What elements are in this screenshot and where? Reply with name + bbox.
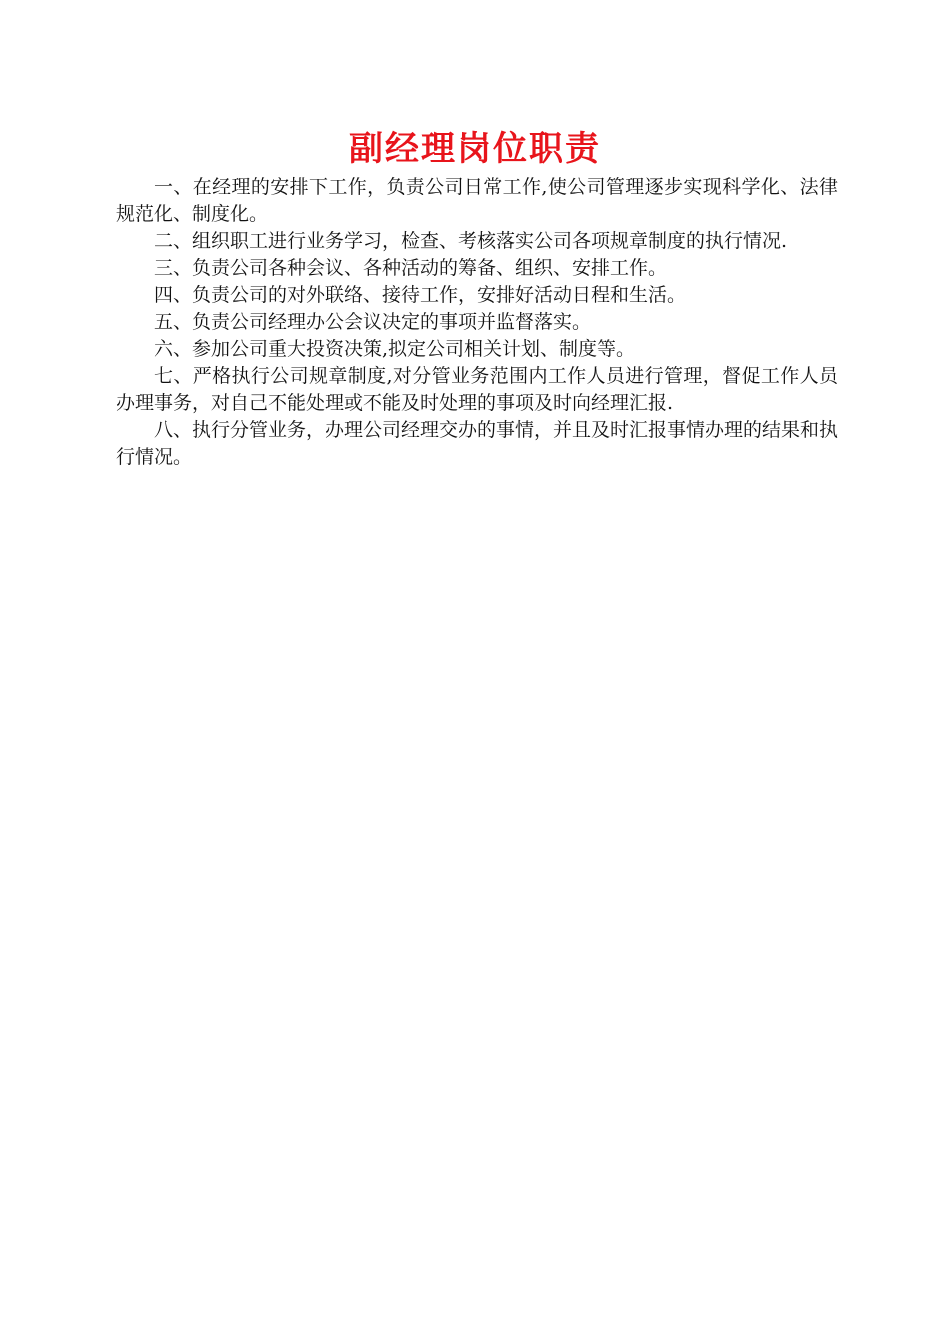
duty-item-2: 二、组织职工进行业务学习，检查、考核落实公司各项规章制度的执行情况.: [154, 230, 788, 252]
duty-item-8: 八、执行分管业务，办理公司经理交办的事情，并且及时汇报事情办理的结果和执行情况。: [116, 419, 839, 468]
duty-item-6: 六、参加公司重大投资决策,拟定公司相关计划、制度等。: [154, 338, 636, 360]
document-title: 副经理岗位职责: [349, 129, 601, 169]
duty-item-1: 一、在经理的安排下工作，负责公司日常工作,使公司管理逐步实现科学化、法律规范化、制度化。: [116, 176, 838, 225]
duty-item-3: 三、负责公司各种会议、各种活动的筹备、组织、安排工作。: [154, 257, 668, 279]
duty-item-4: 四、负责公司的对外联络、接待工作，安排好活动日程和生活。: [154, 284, 687, 306]
duty-item-7: 七、严格执行公司规章制度,对分管业务范围内工作人员进行管理，督促工作人员办理事务，对自己不能处理或不能及时处理的事项及时向经理汇报.: [116, 365, 838, 414]
duty-item-5: 五、负责公司经理办公会议决定的事项并监督落实。: [154, 311, 592, 333]
document-body: [116, 174, 838, 471]
